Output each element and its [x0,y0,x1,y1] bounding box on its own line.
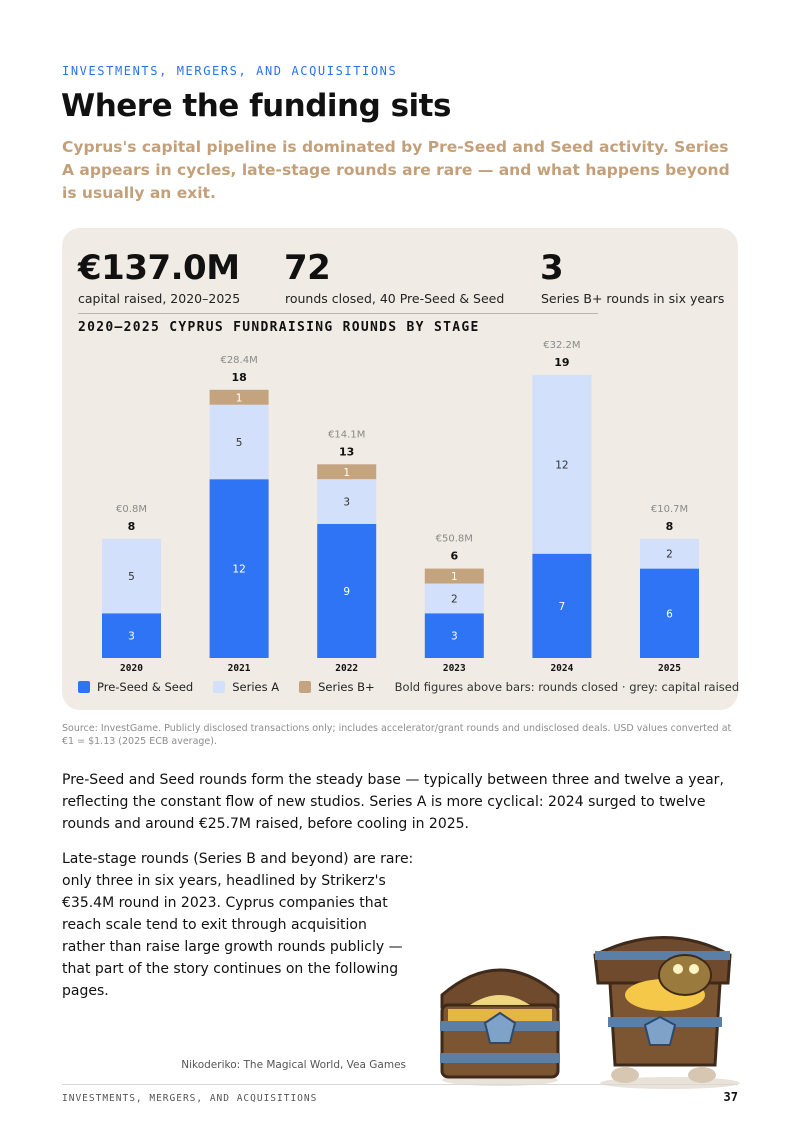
segment-label-2025-1: 2 [666,548,673,561]
segment-label-2022-2: 1 [343,466,351,479]
segment-label-2021-2: 1 [235,392,243,405]
legend-swatch-preseed [78,681,90,693]
stat-capital-value: €137.0M [78,248,240,288]
x-tick-label-2021: 2021 [227,663,251,674]
legend-label-seriesa: Series A [232,680,280,694]
body-paragraph-1: Pre-Seed and Seed rounds form the steady base — typically between three and twelve a year, reflecting the constant flow of new studios. Series A is more cyclical: 2024 surged to twelve rounds and around €25.7M raised, before cooling in 2025. [62,772,724,832]
legend-item-seriesa [213,680,279,694]
legend-swatch-seriesb [299,681,311,693]
x-tick-label-2020: 2020 [120,663,143,674]
legend-item-seriesb [299,680,375,694]
total-label-2024: 19 [554,355,570,369]
x-tick-label-2024: 2024 [550,663,574,674]
legend-swatch-seriesa [213,681,225,693]
segment-label-2021-1: 5 [235,436,243,449]
capital-label-2022: €14.1M [328,429,366,441]
total-label-2020: 8 [127,519,136,533]
segment-label-2023-0: 3 [450,630,458,643]
footer-divider [62,1084,738,1085]
legend-label-preseed: Pre-Seed & Seed [97,680,194,694]
section-tag: INVESTMENTS, MERGERS, AND ACQUISITIONS [62,64,398,78]
capital-label-2020: €0.8M [116,503,147,515]
legend-label-seriesb: Series B+ [318,680,375,694]
stat-seriesb-label: Series B+ rounds in six years [541,291,725,306]
source-note: Source: InvestGame. Publicly disclosed transactions only; includes accelerator/grant rounds and undisclosed deals. USD values converted at €1 = $1.13 (2025 ECB average). [62,723,732,747]
treasure-chest-illustration [430,925,760,1090]
page-title: Where the funding sits [61,88,451,124]
stat-capital-label: capital raised, 2020–2025 [78,291,241,306]
total-label-2025: 8 [665,519,674,533]
legend-note: Bold figures above bars: rounds closed · grey: capital raised [394,680,740,694]
left-chest-image [440,970,560,1086]
body-paragraph-2: Late-stage rounds (Series B and beyond) are rare: only three in six years, headlined by Strikerz's €35.4M round in 2023. Cyprus companies that reach scale tend to exit through acquisition rather than raise large growth rounds publicly — that part of the story continues on the following pages. [62,851,414,999]
segment-label-2024-1: 12 [555,459,569,472]
capital-label-2021: €28.4M [220,354,258,366]
x-tick-label-2025: 2025 [658,663,681,674]
page-number: 37 [723,1090,738,1104]
segment-label-2024-0: 7 [558,600,566,613]
image-caption: Nikoderiko: The Magical World, Vea Games [181,1059,406,1071]
total-label-2021: 18 [231,370,247,384]
chart-title: 2020–2025 CYPRUS FUNDRAISING ROUNDS BY STAGE [78,320,480,335]
segment-label-2020-1: 5 [128,571,135,584]
total-label-2023: 6 [450,549,459,563]
total-label-2022: 13 [339,445,355,459]
segment-label-2020-0: 3 [128,630,135,643]
segment-label-2023-2: 1 [450,571,458,584]
segment-label-2021-0: 12 [232,563,246,576]
lede-text: Cyprus's capital pipeline is dominated by Pre-Seed and Seed activity. Series A appears in cycles, late-stage rounds are rare — and what happens beyond is usually an exit. [62,138,730,202]
stats-divider [78,313,598,314]
legend-item-preseed [78,680,193,694]
stat-seriesb-value: 3 [540,248,564,288]
segment-label-2023-1: 2 [450,593,458,606]
segment-label-2022-1: 3 [343,496,351,509]
capital-label-2024: €32.2M [543,339,581,351]
chart-legend [78,680,739,694]
stat-rounds-label: rounds closed, 40 Pre-Seed & Seed [285,291,505,306]
capital-label-2023: €50.8M [435,533,473,545]
capital-label-2025: €10.7M [650,503,689,515]
footer-section-label: INVESTMENTS, MERGERS, AND ACQUISITIONS [62,1093,318,1104]
right-chest-creature-image [595,938,740,1090]
stacked-bar-chart [62,336,738,678]
x-tick-label-2023: 2023 [442,663,466,674]
segment-label-2025-0: 6 [666,608,673,621]
segment-label-2022-0: 9 [343,585,351,598]
stat-rounds-value: 72 [284,248,331,288]
x-tick-label-2022: 2022 [335,663,359,674]
